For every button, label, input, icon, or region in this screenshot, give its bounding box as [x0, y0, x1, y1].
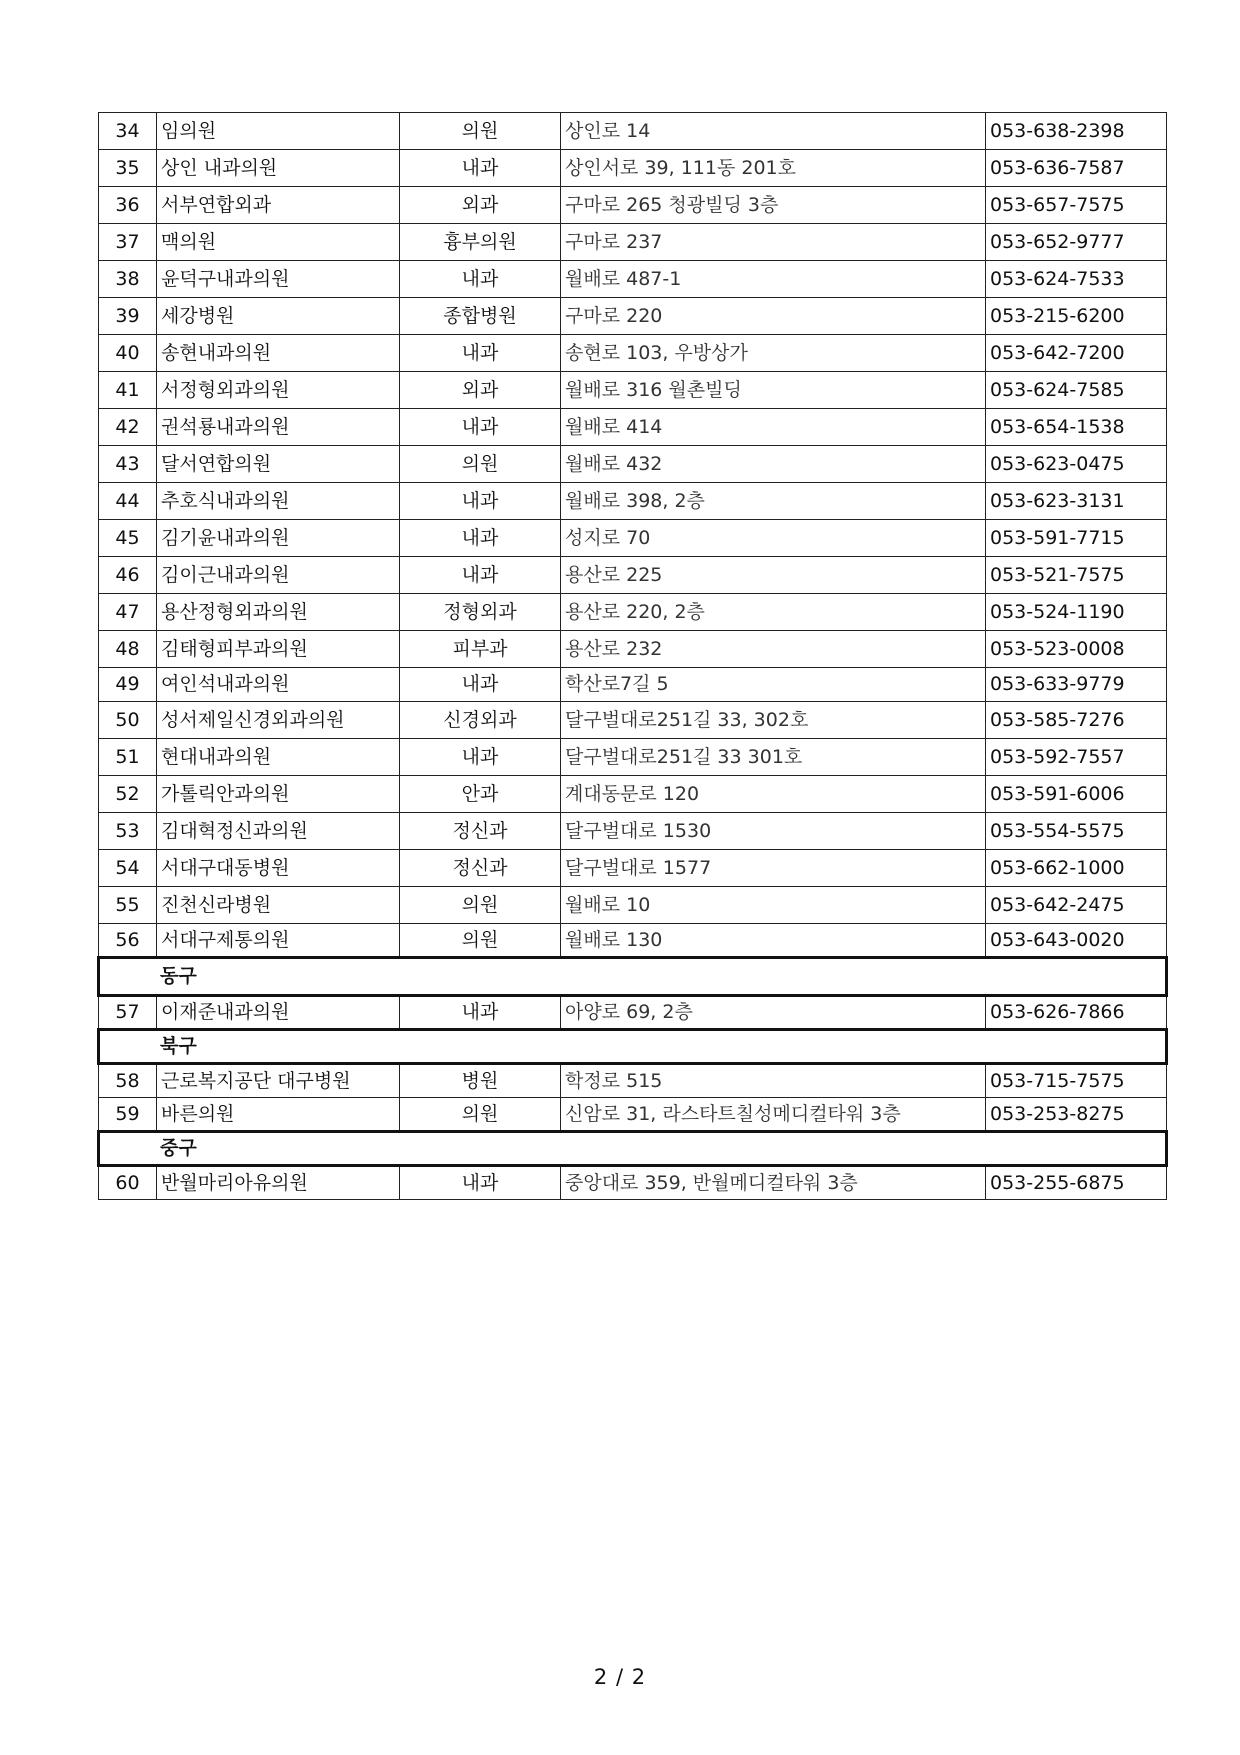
department-type: 종합병원	[400, 298, 561, 335]
phone-number: 053-642-2475	[986, 887, 1167, 924]
phone-number: 053-657-7575	[986, 187, 1167, 224]
address: 달구벌대로251길 33 301호	[561, 739, 986, 776]
phone-number: 053-623-0475	[986, 446, 1167, 483]
hospital-table	[97, 112, 1168, 1200]
phone-number: 053-652-9777	[986, 224, 1167, 261]
address: 아양로 69, 2층	[561, 996, 986, 1030]
row-number: 51	[99, 739, 157, 776]
phone-number: 053-623-3131	[986, 483, 1167, 520]
department-type: 내과	[400, 1166, 561, 1200]
hospital-name: 서정형외과의원	[157, 372, 400, 409]
phone-number: 053-592-7557	[986, 739, 1167, 776]
table-row	[99, 1098, 1167, 1132]
hospital-name: 윤덕구내과의원	[157, 261, 400, 298]
hospital-name: 권석룡내과의원	[157, 409, 400, 446]
address: 용산로 232	[561, 631, 986, 668]
district-label: 동구	[99, 958, 1167, 996]
hospital-name: 세강병원	[157, 298, 400, 335]
hospital-name: 진천신라병원	[157, 887, 400, 924]
district-header-row	[99, 958, 1167, 996]
phone-number: 053-521-7575	[986, 557, 1167, 594]
department-type: 외과	[400, 187, 561, 224]
table-row	[99, 187, 1167, 224]
department-type: 내과	[400, 739, 561, 776]
row-number: 34	[99, 113, 157, 150]
hospital-name: 추호식내과의원	[157, 483, 400, 520]
hospital-name: 근로복지공단 대구병원	[157, 1064, 400, 1098]
table-row	[99, 594, 1167, 631]
hospital-name: 여인석내과의원	[157, 668, 400, 702]
table-row	[99, 298, 1167, 335]
phone-number: 053-643-0020	[986, 924, 1167, 958]
address: 학정로 515	[561, 1064, 986, 1098]
department-type: 피부과	[400, 631, 561, 668]
hospital-name: 서대구제통의원	[157, 924, 400, 958]
address: 학산로7길 5	[561, 668, 986, 702]
department-type: 내과	[400, 261, 561, 298]
table-row	[99, 335, 1167, 372]
row-number: 39	[99, 298, 157, 335]
table-row	[99, 887, 1167, 924]
department-type: 흉부의원	[400, 224, 561, 261]
department-type: 의원	[400, 887, 561, 924]
department-type: 신경외과	[400, 702, 561, 739]
address: 달구벌대로251길 33, 302호	[561, 702, 986, 739]
row-number: 38	[99, 261, 157, 298]
address: 월배로 414	[561, 409, 986, 446]
department-type: 의원	[400, 924, 561, 958]
department-type: 정신과	[400, 850, 561, 887]
address: 월배로 398, 2층	[561, 483, 986, 520]
row-number: 37	[99, 224, 157, 261]
table-row	[99, 702, 1167, 739]
row-number: 55	[99, 887, 157, 924]
row-number: 47	[99, 594, 157, 631]
department-type: 안과	[400, 776, 561, 813]
address: 월배로 487-1	[561, 261, 986, 298]
address: 상인서로 39, 111동 201호	[561, 150, 986, 187]
hospital-name: 상인 내과의원	[157, 150, 400, 187]
hospital-name: 김기윤내과의원	[157, 520, 400, 557]
table-row	[99, 776, 1167, 813]
row-number: 44	[99, 483, 157, 520]
phone-number: 053-638-2398	[986, 113, 1167, 150]
phone-number: 053-633-9779	[986, 668, 1167, 702]
row-number: 58	[99, 1064, 157, 1098]
address: 달구벌대로 1530	[561, 813, 986, 850]
row-number: 49	[99, 668, 157, 702]
hospital-name: 용산정형외과의원	[157, 594, 400, 631]
address: 성지로 70	[561, 520, 986, 557]
table-row	[99, 1064, 1167, 1098]
department-type: 내과	[400, 335, 561, 372]
row-number: 57	[99, 996, 157, 1030]
table-row	[99, 446, 1167, 483]
row-number: 48	[99, 631, 157, 668]
phone-number: 053-642-7200	[986, 335, 1167, 372]
hospital-name: 달서연합의원	[157, 446, 400, 483]
address: 월배로 130	[561, 924, 986, 958]
row-number: 54	[99, 850, 157, 887]
row-number: 35	[99, 150, 157, 187]
row-number: 53	[99, 813, 157, 850]
hospital-name: 임의원	[157, 113, 400, 150]
table-row	[99, 924, 1167, 958]
district-label: 북구	[99, 1030, 1167, 1064]
address: 달구벌대로 1577	[561, 850, 986, 887]
address: 월배로 316 월촌빌딩	[561, 372, 986, 409]
table-row	[99, 850, 1167, 887]
row-number: 41	[99, 372, 157, 409]
address: 신암로 31, 라스타트칠성메디컬타워 3층	[561, 1098, 986, 1132]
table-row	[99, 113, 1167, 150]
phone-number: 053-585-7276	[986, 702, 1167, 739]
row-number: 52	[99, 776, 157, 813]
department-type: 내과	[400, 409, 561, 446]
table-row	[99, 668, 1167, 702]
phone-number: 053-215-6200	[986, 298, 1167, 335]
row-number: 42	[99, 409, 157, 446]
row-number: 50	[99, 702, 157, 739]
department-type: 내과	[400, 483, 561, 520]
phone-number: 053-253-8275	[986, 1098, 1167, 1132]
phone-number: 053-636-7587	[986, 150, 1167, 187]
row-number: 45	[99, 520, 157, 557]
phone-number: 053-591-7715	[986, 520, 1167, 557]
address: 구마로 220	[561, 298, 986, 335]
row-number: 60	[99, 1166, 157, 1200]
phone-number: 053-654-1538	[986, 409, 1167, 446]
phone-number: 053-255-6875	[986, 1166, 1167, 1200]
address: 용산로 220, 2층	[561, 594, 986, 631]
address: 월배로 10	[561, 887, 986, 924]
department-type: 내과	[400, 150, 561, 187]
table-row	[99, 631, 1167, 668]
row-number: 56	[99, 924, 157, 958]
table-row	[99, 813, 1167, 850]
address: 송현로 103, 우방상가	[561, 335, 986, 372]
hospital-name: 서대구대동병원	[157, 850, 400, 887]
department-type: 외과	[400, 372, 561, 409]
address: 월배로 432	[561, 446, 986, 483]
row-number: 46	[99, 557, 157, 594]
phone-number: 053-715-7575	[986, 1064, 1167, 1098]
phone-number: 053-626-7866	[986, 996, 1167, 1030]
table-row	[99, 372, 1167, 409]
table-row	[99, 150, 1167, 187]
hospital-name: 성서제일신경외과의원	[157, 702, 400, 739]
department-type: 의원	[400, 113, 561, 150]
address: 상인로 14	[561, 113, 986, 150]
hospital-name: 가톨릭안과의원	[157, 776, 400, 813]
district-label: 중구	[99, 1132, 1167, 1166]
address: 중앙대로 359, 반월메디컬타워 3층	[561, 1166, 986, 1200]
district-header-row	[99, 1132, 1167, 1166]
address: 계대동문로 120	[561, 776, 986, 813]
department-type: 의원	[400, 1098, 561, 1132]
hospital-name: 김대혁정신과의원	[157, 813, 400, 850]
phone-number: 053-624-7533	[986, 261, 1167, 298]
hospital-name: 맥의원	[157, 224, 400, 261]
hospital-name: 이재준내과의원	[157, 996, 400, 1030]
row-number: 59	[99, 1098, 157, 1132]
hospital-name: 송현내과의원	[157, 335, 400, 372]
department-type: 의원	[400, 446, 561, 483]
phone-number: 053-591-6006	[986, 776, 1167, 813]
address: 용산로 225	[561, 557, 986, 594]
hospital-name: 김태형피부과의원	[157, 631, 400, 668]
department-type: 내과	[400, 520, 561, 557]
row-number: 36	[99, 187, 157, 224]
hospital-name: 현대내과의원	[157, 739, 400, 776]
table-row	[99, 409, 1167, 446]
hospital-name: 바른의원	[157, 1098, 400, 1132]
phone-number: 053-524-1190	[986, 594, 1167, 631]
table-row	[99, 261, 1167, 298]
table-row	[99, 483, 1167, 520]
phone-number: 053-523-0008	[986, 631, 1167, 668]
table-row	[99, 739, 1167, 776]
hospital-name: 김이근내과의원	[157, 557, 400, 594]
department-type: 내과	[400, 996, 561, 1030]
table-row	[99, 224, 1167, 261]
address: 구마로 265 청광빌딩 3층	[561, 187, 986, 224]
page-number: 2 / 2	[593, 1665, 647, 1689]
hospital-name: 서부연합외과	[157, 187, 400, 224]
department-type: 내과	[400, 557, 561, 594]
row-number: 43	[99, 446, 157, 483]
phone-number: 053-662-1000	[986, 850, 1167, 887]
department-type: 내과	[400, 668, 561, 702]
table-row	[99, 1166, 1167, 1200]
table-row	[99, 520, 1167, 557]
hospital-table-body	[99, 113, 1167, 1200]
table-row	[99, 557, 1167, 594]
department-type: 병원	[400, 1064, 561, 1098]
row-number: 40	[99, 335, 157, 372]
department-type: 정신과	[400, 813, 561, 850]
table-row	[99, 996, 1167, 1030]
district-header-row	[99, 1030, 1167, 1064]
phone-number: 053-554-5575	[986, 813, 1167, 850]
department-type: 정형외과	[400, 594, 561, 631]
phone-number: 053-624-7585	[986, 372, 1167, 409]
hospital-name: 반월마리아유의원	[157, 1166, 400, 1200]
address: 구마로 237	[561, 224, 986, 261]
